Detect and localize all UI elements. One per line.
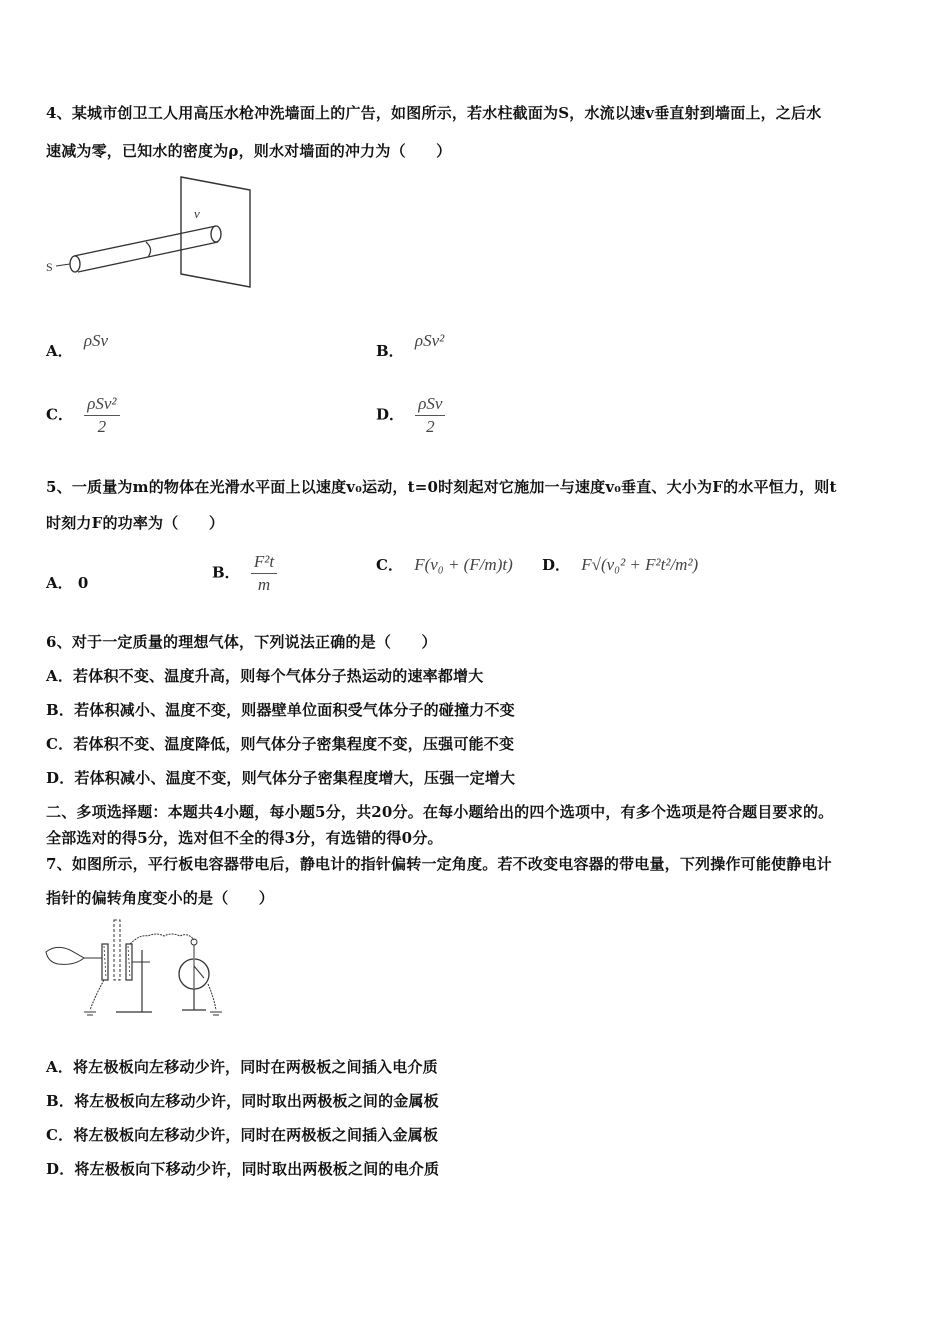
- q6-option-d[interactable]: D．若体积减小、温度不变，则气体分子密集程度增大，压强一定增大: [46, 769, 516, 787]
- q4-option-c-denominator: 2: [97, 417, 107, 436]
- q5-option-d[interactable]: D． F√(v₀² + F²t²/m²): [542, 555, 699, 574]
- q4-stem-line2: 速减为零，已知水的密度为ρ，则水对墙面的冲力为（ ）: [46, 142, 452, 160]
- q5-option-c-formula: F(v₀ + (F/m)t): [414, 555, 513, 574]
- q5-stem-line1: 5、一质量为m的物体在光滑水平面上以速度v₀运动，t=0时刻起对它施加一与速度v₀垂直、大小为F的水平恒力，则t: [46, 478, 837, 496]
- q7-stem-line1: 7、如图所示，平行板电容器带电后，静电计的指针偏转一定角度。若不改变电容器的带电量，下列操作可能使静电计: [46, 855, 832, 873]
- section2-heading-line2: 全部选对的得5分，选对但不全的得3分，有选错的得0分。: [46, 829, 443, 847]
- velocity-label: v: [194, 206, 200, 221]
- q6-option-a[interactable]: A．若体积不变、温度升高，则每个气体分子热运动的速率都增大: [46, 667, 484, 685]
- q5-option-d-formula: F√(v₀² + F²t²/m²): [581, 555, 699, 574]
- q4-option-c[interactable]: C． $\frac{\text{ρSv²}}{2}$: [46, 394, 120, 437]
- q6-option-b[interactable]: B．若体积减小、温度不变，则器壁单位面积受气体分子的碰撞力不变: [46, 701, 515, 719]
- q4-option-d[interactable]: D． $\frac{\text{ρSv}}{2}$: [376, 394, 445, 437]
- q4-option-b-formula: ρSv²: [414, 331, 445, 350]
- q6-option-c[interactable]: C．若体积不变、温度降低，则气体分子密集程度不变，压强可能不变: [46, 735, 515, 753]
- q7-option-b[interactable]: B．将左极板向左移动少许，同时取出两极板之间的金属板: [46, 1092, 439, 1110]
- q5-option-a[interactable]: A． 0: [46, 574, 89, 592]
- q7-option-c[interactable]: C．将左极板向左移动少许，同时在两极板之间插入金属板: [46, 1126, 439, 1144]
- q5-option-c[interactable]: C． F(v₀ + (F/m)t): [376, 555, 513, 574]
- q7-option-d[interactable]: D．将左极板向下移动少许，同时取出两极板之间的电介质: [46, 1160, 440, 1178]
- q5-option-b-denominator: m: [257, 575, 271, 594]
- q7-option-a[interactable]: A．将左极板向左移动少许，同时在两极板之间插入电介质: [46, 1058, 438, 1076]
- q4-option-b[interactable]: B． ρSv²: [376, 331, 445, 360]
- q5-option-b-numerator: F²t: [251, 552, 277, 574]
- water-jet-figure: [44, 172, 264, 292]
- q5-stem-line2: 时刻力F的功率为（ ）: [46, 514, 225, 532]
- q4-option-a-formula: ρSv: [83, 331, 109, 350]
- q5-option-b[interactable]: B． $\frac{\text{F²t}}{m}$: [212, 552, 277, 595]
- q4-option-a[interactable]: A． ρSv: [46, 331, 109, 360]
- q7-stem-line2: 指针的偏转角度变小的是（ ）: [46, 889, 275, 907]
- area-label: S: [46, 260, 53, 274]
- section2-heading-line1: 二、多项选择题：本题共4小题，每小题5分，共20分。在每小题给出的四个选项中，有多个选项是符合题目要求的。: [46, 803, 834, 821]
- q4-option-c-numerator: ρSv²: [84, 394, 119, 416]
- capacitor-electroscope-figure: [44, 914, 224, 1026]
- q4-option-d-denominator: 2: [426, 417, 435, 436]
- q5-option-a-formula: 0: [77, 574, 89, 592]
- q4-option-d-numerator: ρSv: [415, 394, 445, 416]
- q4-stem-line1: 4、某城市创卫工人用高压水枪冲洗墙面上的广告，如图所示，若水柱截面为S，水流以速v垂直射到墙面上，之后水: [46, 104, 822, 122]
- q6-stem: 6、对于一定质量的理想气体，下列说法正确的是（ ）: [46, 633, 437, 651]
